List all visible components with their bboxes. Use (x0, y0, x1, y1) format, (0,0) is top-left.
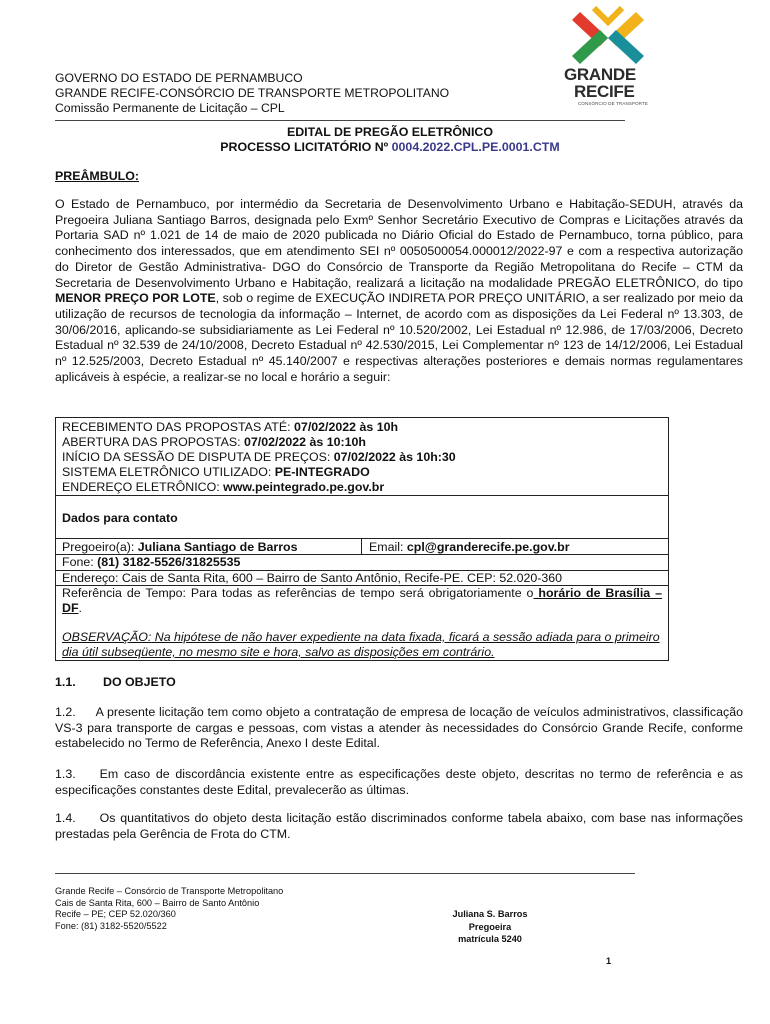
preambulo-heading: PREÂMBULO: (55, 169, 139, 183)
observacao (62, 630, 662, 660)
footer-line: Grande Recife – Consórcio de Transporte Metropolitano (55, 886, 284, 896)
signature-id: matrícula 5240 (458, 934, 522, 944)
objeto-item-text: Em caso de discordância existente entre as especificações deste objeto, descritas no termo de referência e as especificações constantes deste Edital, prevalecerão as últimas. (55, 767, 743, 797)
process-number (40, 140, 740, 154)
receb-label: RECEBIMENTO DAS PROPOSTAS ATÉ: (62, 420, 295, 434)
sistema-value: PE-INTEGRADO (274, 465, 370, 479)
signature-block (440, 908, 540, 946)
page-number: 1 (606, 956, 612, 966)
footer-line: Fone: (81) 3182-5520/5522 (55, 920, 167, 931)
contato-heading: Dados para contato (62, 511, 178, 525)
email-link[interactable]: cpl@granderecife.pe.gov.br (406, 540, 570, 554)
referencia-text: Referência de Tempo: Para todas as referências de tempo será obrigatoriamente o (62, 586, 534, 600)
box-divider (56, 538, 668, 539)
preambulo-type: MENOR PREÇO POR LOTE (55, 291, 216, 306)
endereco-eletronico-label: ENDEREÇO ELETRÔNICO: (62, 480, 224, 494)
referencia-bold: horário de Brasília – DF (62, 586, 662, 615)
box-vertical-divider (361, 538, 362, 554)
grande-recife-logo (560, 6, 656, 106)
pregoeiro-row (62, 540, 298, 555)
objeto-item (55, 811, 743, 842)
footer-divider (55, 873, 635, 874)
referencia-tempo (62, 586, 662, 616)
pregoeiro-label: Pregoeiro(a): (62, 540, 138, 554)
preambulo-text-b: , sob o regime de EXECUÇÃO INDIRETA POR PREÇO UNITÁRIO, a ser realizado por meio da utilização de recursos de tecnologia da informação – Internet, de acordo com as disposições da Lei Federal nº 13.303, de 30/06/2016, aplicando-se subsidiariamente as Lei Federal nº 10.520/2002, Lei Estadual nº 12.986, de 17/03/2006, Decreto Estadual nº 32.539 de 24/10/2008, Decreto Estadual nº 42.530/2015, Lei Complementar nº 123 de 14/12/2006, Lei Estadual nº 12.525/2003, Decreto Estadual nº 45.140/2007 e respectivas alterações posteriores e demais normas regulamentares aplicáveis à espécie, a realizar-se no local e horário a seguir: (55, 291, 744, 384)
document-title: EDITAL DE PREGÃO ELETRÔNICO (286, 125, 494, 139)
header-line-3: Comissão Permanente de Licitação – CPL (55, 101, 285, 115)
fone-row (62, 555, 240, 570)
endereco-eletronico-link[interactable]: www.peintegrado.pe.gov.br (223, 480, 385, 494)
receb-row (62, 420, 398, 435)
sistema-row (62, 465, 370, 480)
process-label: PROCESSO LICITATÓRIO Nº (220, 140, 392, 154)
logo-text-grande: GRANDE (564, 65, 636, 84)
objeto-item-text: A presente licitação tem como objeto a contratação de empresa de locação de veículos administrativos, classificação VS-3 para transporte de cargas e pessoas, com vistas a atender às necessidades do Consórcio Grande Recife, conforme estabelecido no Termo de Referência, Anexo I deste Edital. (55, 705, 743, 751)
objeto-item (55, 705, 743, 752)
abert-row (62, 435, 366, 450)
signature-name: Juliana S. Barros (452, 909, 528, 919)
box-divider (56, 495, 668, 496)
sistema-label: SISTEMA ELETRÔNICO UTILIZADO: (62, 465, 275, 479)
header-line-2: GRANDE RECIFE-CONSÓRCIO DE TRANSPORTE METROPOLITANO (55, 86, 450, 100)
inicio-row (62, 450, 456, 465)
objeto-heading-num: 1.1. (55, 675, 76, 689)
abert-label: ABERTURA DAS PROPOSTAS: (62, 435, 245, 449)
email-row (369, 540, 570, 555)
fone-label: Fone: (62, 555, 98, 569)
email-label: Email: (369, 540, 407, 554)
objeto-item-text: Os quantitativos do objeto desta licitação estão discriminados conforme tabela abaixo, com base nas informações prestadas pela Gerência de Frota do CTM. (55, 811, 743, 841)
objeto-heading: DO OBJETO (103, 675, 176, 689)
header-divider (55, 120, 625, 121)
footer-address (55, 886, 283, 932)
footer-line: Cais de Santa Rita, 600 – Bairro de Santo Antônio (55, 897, 260, 908)
signature-role: Pregoeira (468, 921, 512, 932)
preambulo-text (55, 197, 743, 385)
pregoeiro-value: Juliana Santiago de Barros (137, 540, 298, 554)
fone-value: (81) 3182-5526/31825535 (97, 555, 241, 569)
abert-value: 07/02/2022 às 10:10h (244, 435, 366, 449)
observacao-text: Na hipótese de não haver expediente na data fixada, ficará a sessão adiada para o primeiro dia útil subseqüente, no mesmo site e hora, salvo as disposições em contrário. (62, 630, 660, 659)
footer-line: Recife – PE; CEP 52.020/360 (55, 909, 176, 919)
receb-value: 07/02/2022 às 10h (294, 420, 399, 434)
preambulo-text-a: O Estado de Pernambuco, por intermédio da Secretaria de Desenvolvimento Urbano e Habitação-SEDUH, através da Pregoeira Juliana Santiago Barros, designada pelo Exmº Senhor Secretário Executivo de Compras e Licitações através da Portaria SAD nº 1.021 de 14 de maio de 2020 publicada no Diário Oficial do Estado de Pernambuco, torna público, para conhecimento dos interessados, que em atendimento SEI nº 0050500054.000012/2022-97 e com a respectiva autorização do Diretor de Gestão Administrativa- DGO do Consórcio de Transporte da Região Metropolitana do Recife – CTM da Secretaria de Desenvolvimento Urbano e Habitação, realizará a licitação na modalidade PREGÃO ELETRÔNICO, do tipo (55, 197, 743, 290)
logo-subtitle: CONSÓRCIO DE TRANSPORTE (578, 101, 649, 106)
objeto-item-num: 1.2. (55, 705, 76, 719)
endereco-fisico: Endereço: Cais de Santa Rita, 600 – Bairro de Santo Antônio, Recife-PE. CEP: 52.020-360 (62, 571, 563, 585)
referencia-end: . (78, 601, 82, 615)
session-info-box (55, 417, 669, 661)
inicio-value: 07/02/2022 às 10h:30 (333, 450, 456, 464)
endereco-eletronico-row (62, 480, 384, 495)
header-line-1: GOVERNO DO ESTADO DE PERNAMBUCO (55, 71, 303, 85)
observacao-label: OBSERVAÇÃO: (62, 630, 152, 644)
objeto-item (55, 767, 743, 798)
logo-mark-icon (560, 6, 656, 68)
objeto-item-num: 1.4. (55, 811, 76, 825)
objeto-item-num: 1.3. (55, 767, 76, 781)
inicio-label: INÍCIO DA SESSÃO DE DISPUTA DE PREÇOS: (62, 450, 334, 464)
process-code: 0004.2022.CPL.PE.0001.CTM (391, 140, 560, 154)
logo-text-recife: RECIFE (574, 82, 635, 101)
